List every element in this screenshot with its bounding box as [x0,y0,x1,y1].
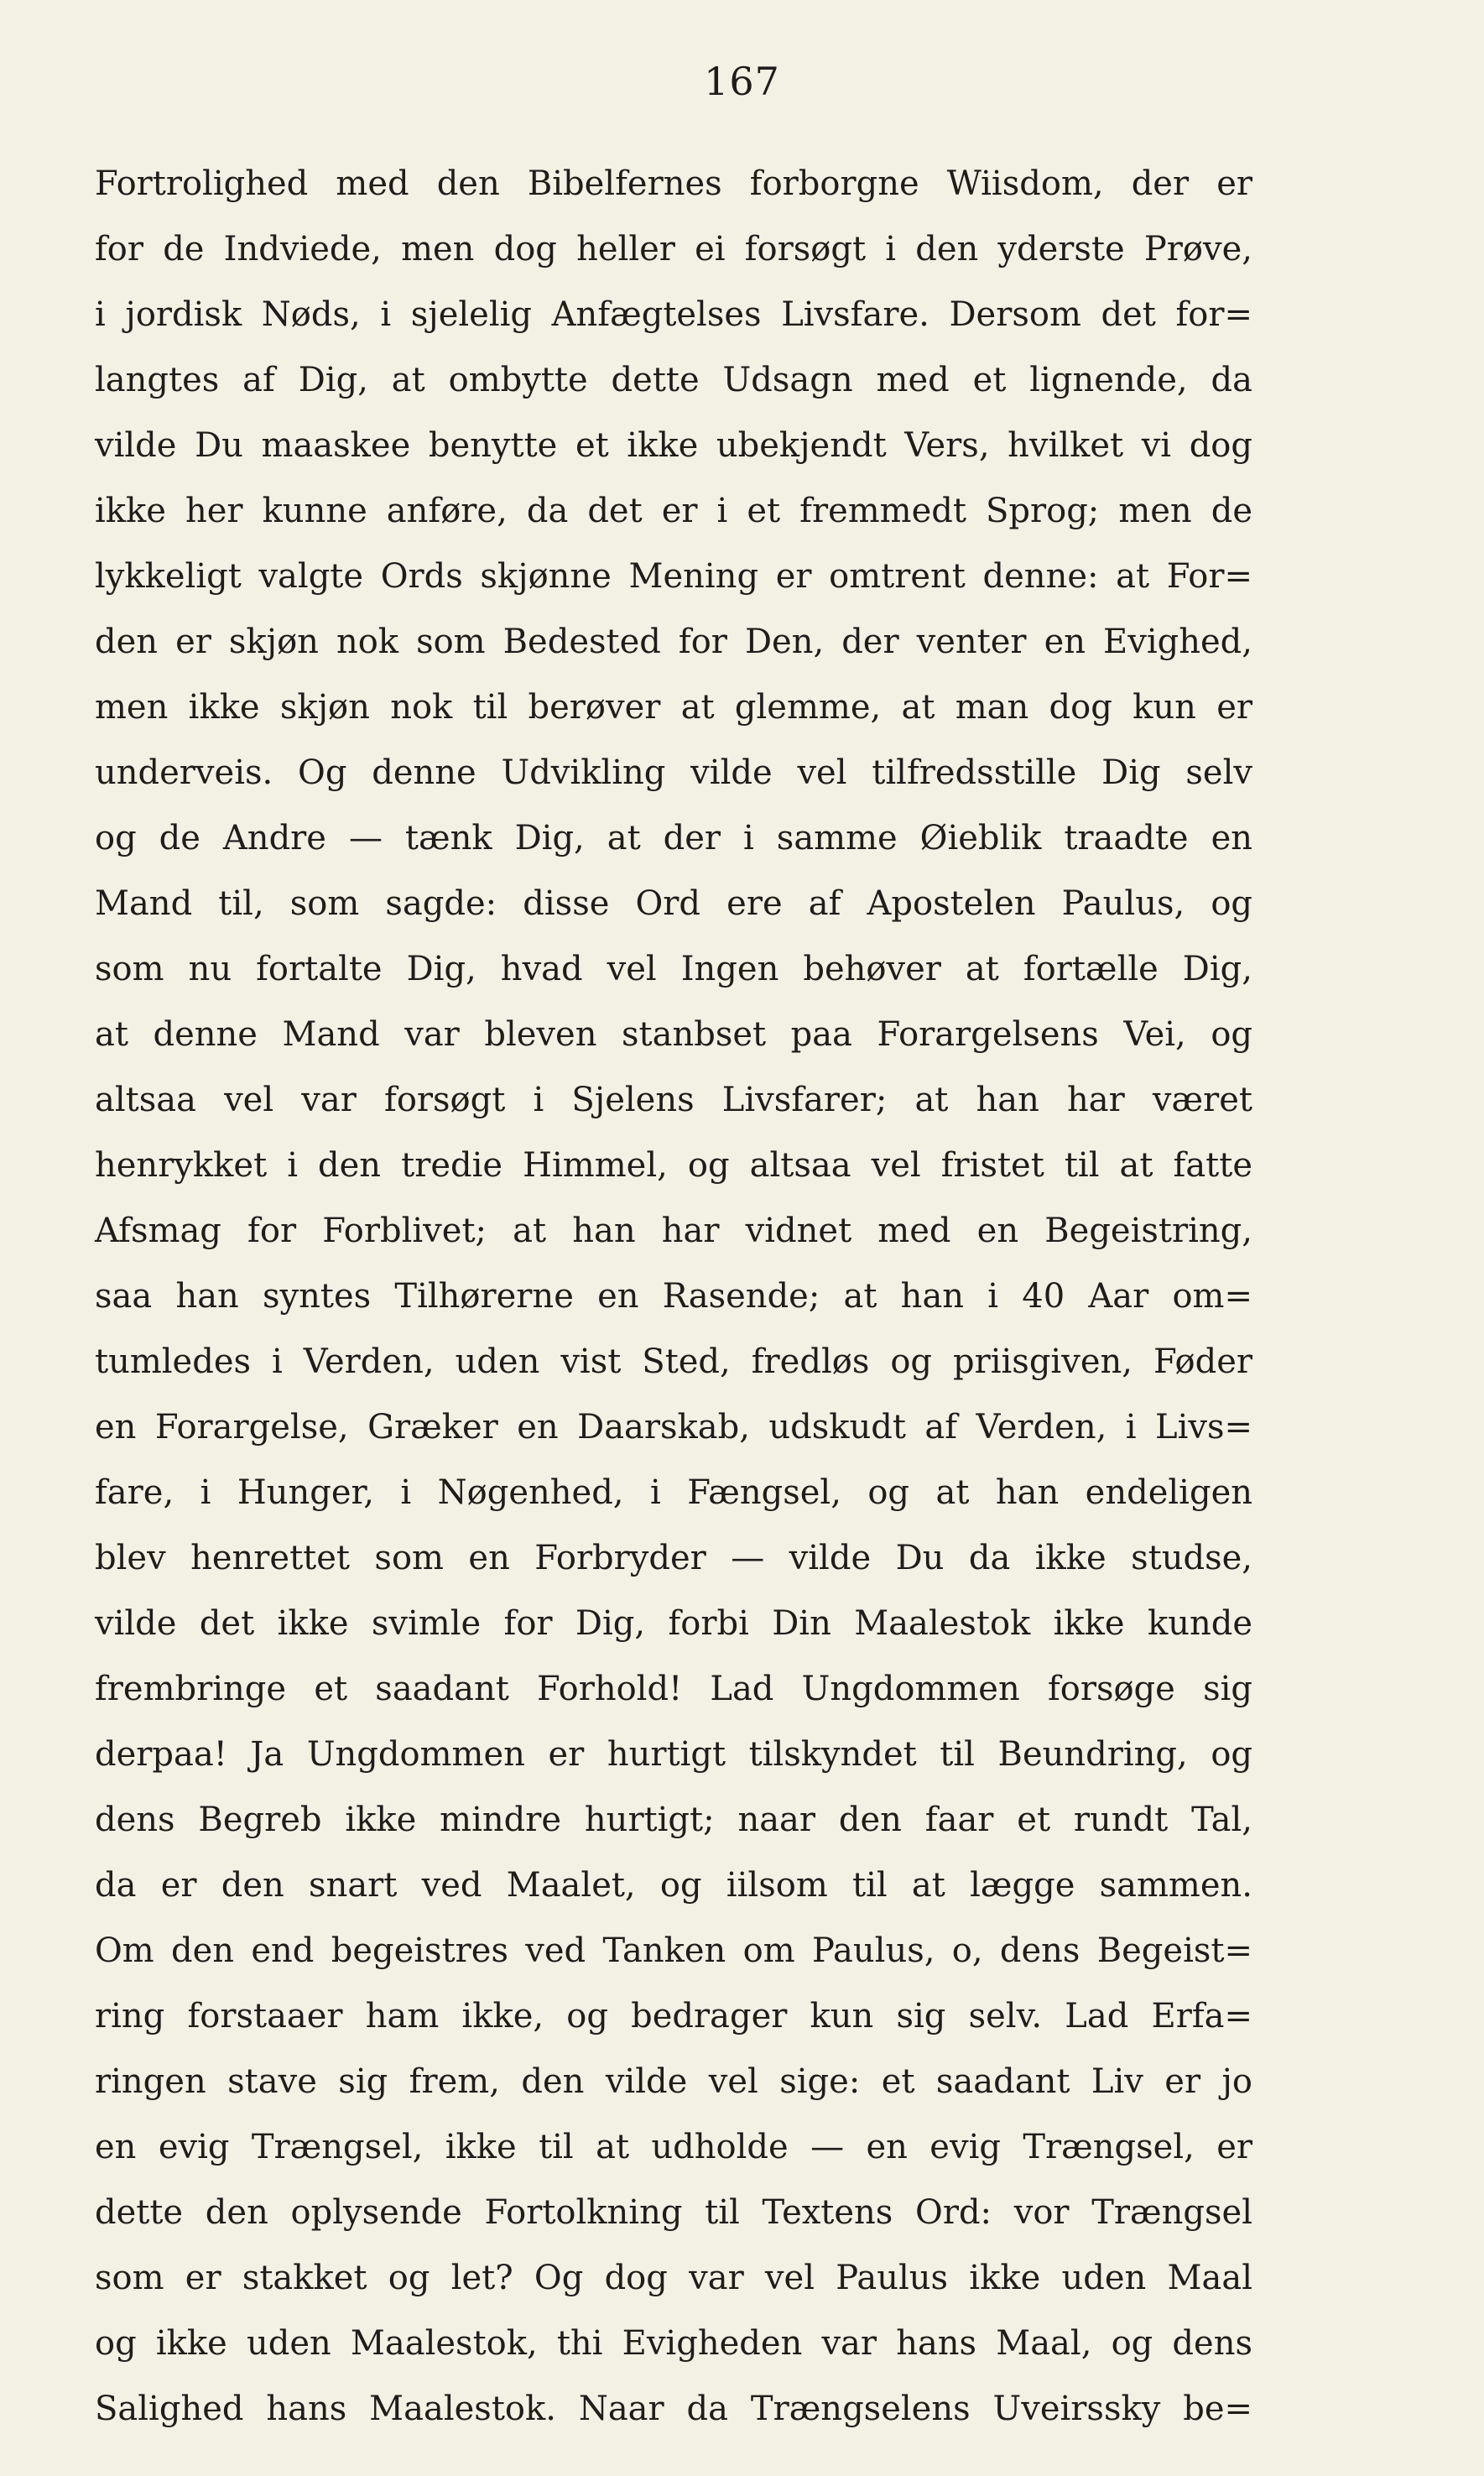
text-line: altsaa vel var forsøgt i Sjelens Livsfarer; at han har været [95,1081,1252,1119]
text-line: ikke her kunne anføre, da det er i et fremmedt Sprog; men de [95,492,1252,530]
text-line: Afsmag for Forblivet; at han har vidnet med en Begeistring, [95,1212,1252,1250]
text-line: Om den end begeistres ved Tanken om Paulus, o, dens Begeist= [95,1931,1252,1970]
text-line: i jordisk Nøds, i sjelelig Anfægtelses Livsfare. Dersom det for= [95,295,1252,334]
text-line: Mand til, som sagde: disse Ord ere af Apostelen Paulus, og [95,884,1252,923]
text-line: dens Begreb ikke mindre hurtigt; naar den faar et rundt Tal, [95,1801,1252,1839]
text-line: fare, i Hunger, i Nøgenhed, i Fængsel, og at han endeligen [95,1473,1252,1512]
text-line: langtes af Dig, at ombytte dette Udsagn med et lignende, da [95,361,1252,399]
text-line: for de Indviede, men dog heller ei forsøgt i den yderste Prøve, [95,230,1252,268]
text-line: den er skjøn nok som Bedested for Den, der venter en Evighed, [95,623,1252,661]
text-line: en Forargelse, Græker en Daarskab, udskudt af Verden, i Livs= [95,1408,1252,1447]
page-body-text [95,151,1252,2442]
text-line: at denne Mand var bleven stanbset paa Forargelsens Vei, og [95,1015,1252,1054]
text-line: og ikke uden Maalestok, thi Evigheden var hans Maal, og dens [95,2324,1252,2363]
text-line: ringen stave sig frem, den vilde vel sige: et saadant Liv er jo [95,2062,1252,2101]
text-line: Salighed hans Maalestok. Naar da Trængselens Uveirssky be= [95,2390,1252,2428]
text-line: da er den snart ved Maalet, og iilsom til at lægge sammen. [95,1866,1252,1905]
text-line: blev henrettet som en Forbryder — vilde Du da ikke studse, [95,1539,1252,1577]
text-line: vilde Du maaskee benytte et ikke ubekjendt Vers, hvilket vi dog [95,426,1252,465]
text-line: dette den oplysende Fortolkning til Textens Ord: vor Trængsel [95,2193,1252,2232]
text-line: men ikke skjøn nok til berøver at glemme, at man dog kun er [95,688,1252,727]
text-line: en evig Trængsel, ikke til at udholde — en evig Trængsel, er [95,2128,1252,2166]
text-line: underveis. Og denne Udvikling vilde vel tilfredsstille Dig selv [95,753,1252,792]
text-line: frembringe et saadant Forhold! Lad Ungdommen forsøge sig [95,1670,1252,1708]
text-line: som nu fortalte Dig, hvad vel Ingen behøver at fortælle Dig, [95,950,1252,988]
text-line: Fortrolighed med den Bibelfernes forborgne Wiisdom, der er [95,164,1252,203]
text-line: som er stakket og let? Og dog var vel Paulus ikke uden Maal [95,2259,1252,2297]
text-line: vilde det ikke svimle for Dig, forbi Din Maalestok ikke kunde [95,1604,1252,1643]
text-line: saa han syntes Tilhørerne en Rasende; at han i 40 Aar om= [95,1277,1252,1316]
text-line: henrykket i den tredie Himmel, og altsaa vel fristet til at fatte [95,1146,1252,1185]
text-line: derpaa! Ja Ungdommen er hurtigt tilskyndet til Beundring, og [95,1735,1252,1774]
text-line: tumledes i Verden, uden vist Sted, fredløs og priisgiven, Føder [95,1342,1252,1381]
page-number: 167 [704,59,780,104]
text-line: lykkeligt valgte Ords skjønne Mening er omtrent denne: at For= [95,557,1252,596]
text-line: og de Andre — tænk Dig, at der i samme Øieblik traadte en [95,819,1252,857]
text-line: ring forstaaer ham ikke, og bedrager kun sig selv. Lad Erfa= [95,1997,1252,2036]
